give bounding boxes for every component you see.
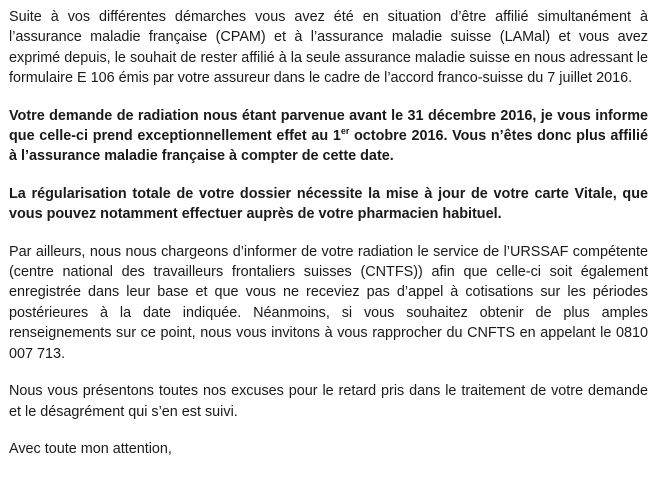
radiation-text-end: octobre 2016. Vous n’êtes donc plus affilié à l’assurance maladie française à compter de cette date. [9, 128, 648, 165]
paragraph-vitale: La régularisation totale de votre dossier nécessite la mise à jour de votre carte Vitale, que vous pouvez notamment effectuer auprès de votre pharmacien habituel. [9, 185, 648, 223]
paragraph-affiliation: Suite à vos différentes démarches vous avez été en situation d’être affilié simultanément à l’assurance maladie française (CPAM) et à l’assurance maladie suisse (LAMal) et vous avez exprimé depuis, le souhait de rester affilié à la seule assurance maladie suisse en nous adressant le formulaire E 106 émis par votre assureur dans le cadre de l’accord franco-suisse du 7 juillet 2016. [9, 9, 648, 87]
radiation-text-start: Votre demande de radiation nous étant parvenue avant le 31 décembre 2016, je vous informe que celle-ci prend exceptionnellement effet au 1 [9, 107, 648, 145]
paragraph-urssaf: Par ailleurs, nous nous chargeons d’informer de votre radiation le service de l’URSSAF compétente (centre national des travailleurs frontaliers suisses (CNTFS)) afin que celle-ci soit également enregistrée dans leur base et que vous ne receviez pas d’appel à cotisations sur les périodes postérieures à la date indiquée. Néanmoins, si vous souhaitez obtenir de plus amples renseignements sur ce point, nous vous invitons à vous rapprocher du CNFTS en appelant le 0810 007 713. [9, 243, 648, 362]
paragraph-radiation [9, 106, 648, 167]
paragraph-apology: Nous vous présentons toutes nos excuses pour le retard pris dans le traitement de votre demande et le désagrément qui s’en est suivi. [9, 383, 648, 420]
ordinal-superscript: er [340, 126, 350, 137]
letter-body [9, 7, 648, 459]
closing-line: Avec toute mon attention, [9, 440, 172, 457]
